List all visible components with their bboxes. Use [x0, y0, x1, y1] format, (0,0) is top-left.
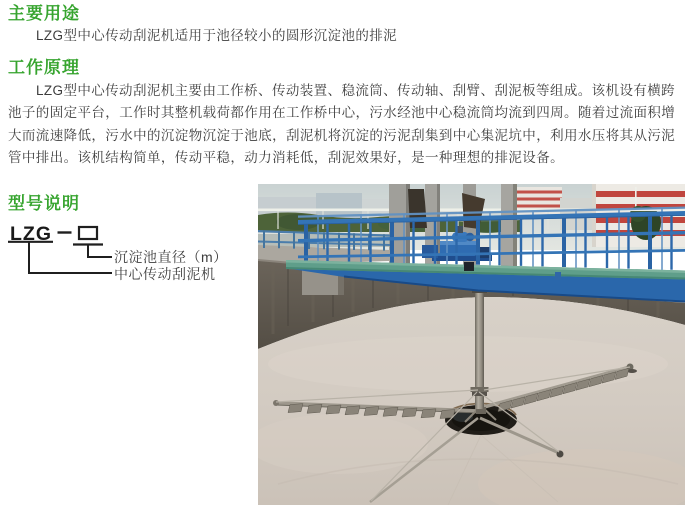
product-photo: [258, 184, 685, 505]
label-machine-name: 中心传动刮泥机: [114, 266, 216, 282]
tank-floor: [258, 297, 685, 505]
section-heading-principle: 工作原理: [8, 58, 80, 77]
model-code-prefix: LZG: [10, 224, 52, 245]
section-heading-model: 型号说明: [8, 194, 80, 213]
principle-paragraph: LZG型中心传动刮泥机主要由工作桥、传动装置、稳流筒、传动轴、刮臂、刮泥板等组成。该机设有横跨池子的固定平台，工作时其整机载荷都作用在工作桥中心，污水经池中心稳流筒均流到四周。随着过流面积增大而流速降低，污水中的沉淀物沉淀于池底，刮泥机将沉淀的污泥刮集到中心集泥坑中，利用水压将其从污泥管中排出。该机结构简单，传动平稳，动力消耗低，刮泥效果好，是一种理想的排泥设备。: [8, 83, 676, 166]
model-placeholder-box: [79, 227, 97, 239]
model-code-diagram: [8, 224, 248, 309]
usage-paragraph: LZG型中心传动刮泥机适用于池径较小的圆形沉淀池的排泥: [36, 28, 398, 43]
label-pool-diameter: 沉淀池直径（m）: [114, 249, 228, 265]
section-heading-usage: 主要用途: [8, 4, 80, 23]
